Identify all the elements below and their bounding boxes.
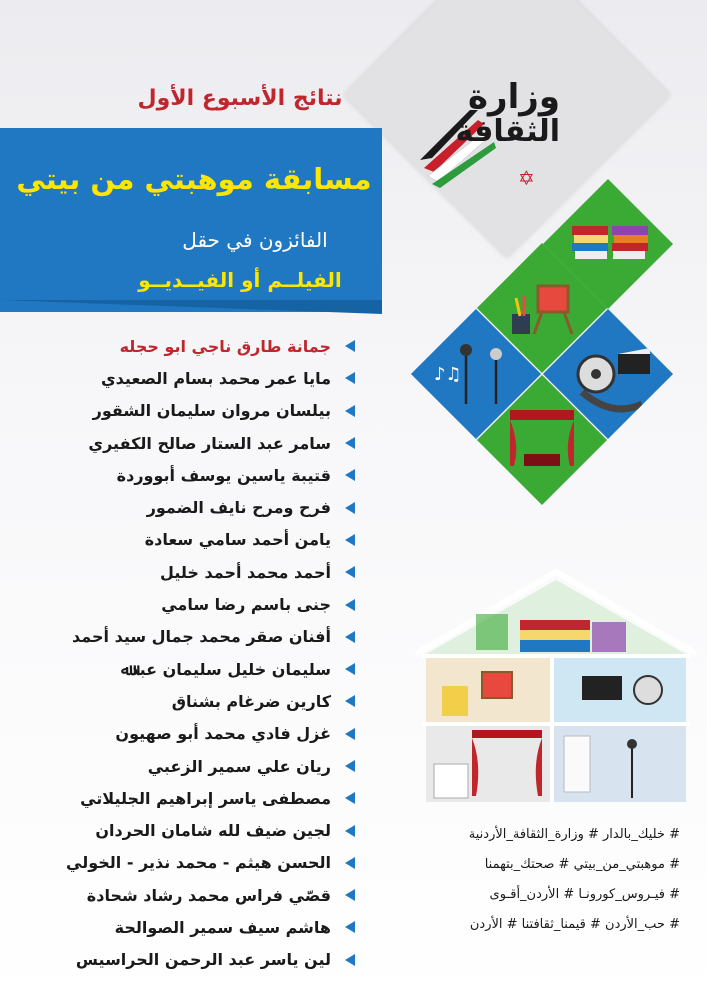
winner-row	[0, 524, 355, 556]
winner-name: جمانة طارق ناجي ابو حجله	[119, 336, 331, 356]
triangle-bullet-icon	[345, 792, 355, 804]
winner-row	[0, 879, 355, 911]
triangle-bullet-icon	[345, 502, 355, 514]
winner-name: أحمد محمد أحمد خليل	[160, 562, 331, 582]
winner-row	[0, 588, 355, 620]
winner-name: ريان علي سمير الزعبي	[147, 756, 331, 776]
winner-row	[0, 330, 355, 362]
winner-name: قصّي فراس محمد رشاد شحادة	[86, 885, 331, 905]
winner-name: الحسن هيثم - محمد نذير - الخولي	[66, 853, 331, 873]
ministry-logo	[410, 77, 580, 190]
winner-name: غزل فادي محمد أبو صهيون	[115, 724, 331, 744]
hashtag-line: # خليك_بالدار # وزارة_الثقافة_الأردنية	[468, 827, 680, 842]
winner-row	[0, 814, 355, 846]
star-icon: ✡	[518, 166, 535, 190]
hashtag-line: # فيـروس_كورونـا # الأردن_أقـوى	[489, 887, 680, 902]
triangle-bullet-icon	[345, 631, 355, 643]
winner-row	[0, 556, 355, 588]
winner-name: سامر عبد الستار صالح الكفيري	[88, 433, 331, 453]
winner-row	[0, 944, 355, 976]
winner-name: كارين ضرغام بشناق	[171, 691, 331, 711]
triangle-bullet-icon	[345, 728, 355, 740]
triangle-bullet-icon	[345, 437, 355, 449]
winner-name: فرح ومرح نايف الضمور	[146, 498, 331, 518]
triangle-bullet-icon	[345, 760, 355, 772]
winner-row	[0, 427, 355, 459]
house-rooms-icon	[412, 568, 700, 816]
triangle-bullet-icon	[345, 663, 355, 675]
triangle-bullet-icon	[345, 825, 355, 837]
winner-row	[0, 362, 355, 394]
winner-row	[0, 750, 355, 782]
triangle-bullet-icon	[345, 340, 355, 352]
competition-title: مسابقة موهبتي من بيتي	[16, 162, 372, 196]
winner-name: مايا عمر محمد بسام الصعيدي	[101, 368, 331, 388]
triangle-bullet-icon	[345, 889, 355, 901]
winner-row	[0, 459, 355, 491]
triangle-bullet-icon	[345, 921, 355, 933]
winner-name: يامن أحمد سامي سعادة	[144, 530, 331, 550]
triangle-bullet-icon	[345, 599, 355, 611]
logo-line2: الثقافة	[455, 113, 560, 149]
winner-name: سليمان خليل سليمان عبدﷲ	[120, 659, 331, 679]
triangle-bullet-icon	[345, 372, 355, 384]
winner-name: مصطفى ياسر إبراهيم الجليلاتي	[80, 788, 331, 808]
winner-row	[0, 653, 355, 685]
winner-name: لجين ضيف لله شامان الحردان	[95, 821, 331, 841]
triangle-bullet-icon	[345, 566, 355, 578]
winner-row	[0, 685, 355, 717]
winner-name: أفنان صقر محمد جمال سيد أحمد	[72, 627, 331, 647]
svg-text:♪♫: ♪♫	[434, 364, 462, 385]
winner-row	[0, 621, 355, 653]
winner-row	[0, 911, 355, 943]
triangle-bullet-icon	[345, 695, 355, 707]
winner-row	[0, 395, 355, 427]
hashtag-line: # حب_الأردن # قيمنا_ثقافتنا # الأردن	[469, 917, 680, 932]
winner-name: هاشم سيف سمير الصوالحة	[114, 917, 331, 937]
hashtag-line: # موهبتي_من_بيتي # صحتك_بتهمنا	[484, 857, 680, 872]
winner-name: جنى باسم رضا سامي	[161, 595, 331, 615]
field-name: الفيلــم أو الفيــديــو	[138, 268, 342, 292]
winner-row	[0, 718, 355, 750]
winners-list	[0, 330, 355, 976]
winner-row	[0, 782, 355, 814]
logo-line1: وزارة	[467, 77, 560, 117]
triangle-bullet-icon	[345, 857, 355, 869]
winners-label: الفائزون في حقل	[182, 228, 328, 252]
winner-name: بيلسان مروان سليمان الشقور	[92, 401, 331, 421]
week-title: نتائج الأسبوع الأول	[137, 86, 343, 111]
triangle-bullet-icon	[345, 954, 355, 966]
winner-row	[0, 847, 355, 879]
triangle-bullet-icon	[345, 534, 355, 546]
triangle-bullet-icon	[345, 469, 355, 481]
hashtags	[412, 820, 680, 940]
house-illustration	[412, 568, 700, 816]
winner-name: لين ياسر عبد الرحمن الحراسيس	[75, 950, 331, 970]
winner-row	[0, 491, 355, 523]
triangle-bullet-icon	[345, 405, 355, 417]
winner-name: قتيبة ياسين يوسف أبووردة	[116, 465, 331, 485]
